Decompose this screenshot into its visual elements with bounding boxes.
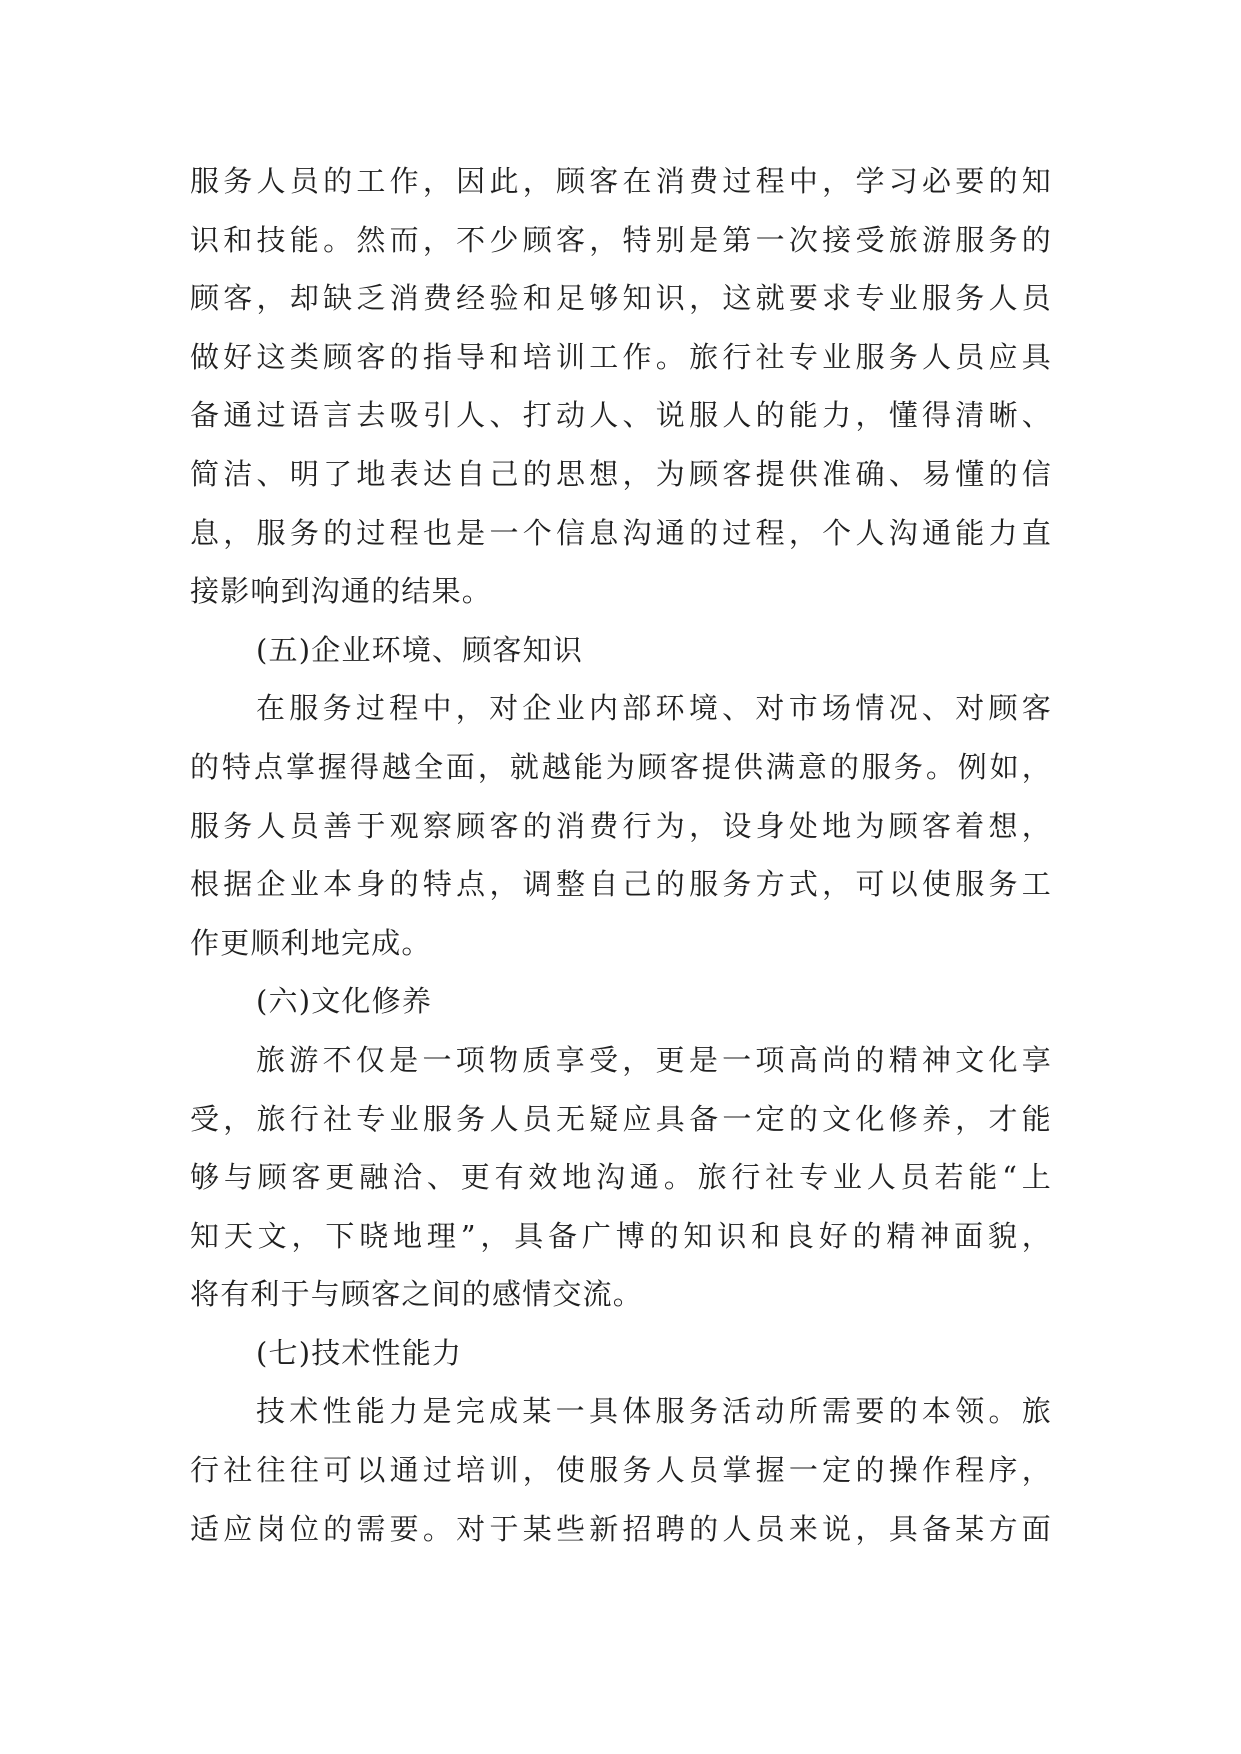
text-line: 作更顺利地完成。 xyxy=(190,925,432,960)
text-line: 的特点掌握得越全面，就越能为顾客提供满意的服务。例如， xyxy=(190,749,1052,784)
text-line: 根据企业本身的特点，调整自己的服务方式，可以使服务工 xyxy=(190,867,1052,902)
text-line: 接影响到沟通的结果。 xyxy=(190,574,493,609)
text-line: 知天文，下晓地理”，具备广博的知识和良好的精神面貌， xyxy=(190,1218,1052,1253)
text-line: 服务人员的工作，因此，顾客在消费过程中，学习必要的知 xyxy=(190,164,1052,198)
section-heading-6: (六)文化修养 xyxy=(256,984,433,1019)
text-line: 备通过语言去吸引人、打动人、说服人的能力，懂得清晰、 xyxy=(190,398,1052,433)
text-line: 做好这类顾客的指导和培训工作。旅行社专业服务人员应具 xyxy=(190,339,1052,374)
text-line: 在服务过程中，对企业内部环境、对市场情况、对顾客 xyxy=(256,691,1052,726)
text-line: 息，服务的过程也是一个信息沟通的过程，个人沟通能力直 xyxy=(190,515,1052,550)
text-line: 将有利于与顾客之间的感情交流。 xyxy=(190,1277,644,1312)
paragraph-enterprise-environment xyxy=(190,679,1052,972)
text-line: 服务人员善于观察顾客的消费行为，设身处地为顾客着想， xyxy=(190,808,1052,843)
paragraph-technical-ability xyxy=(190,1382,1052,1558)
text-line: 技术性能力是完成某一具体服务活动所需要的本领。旅 xyxy=(256,1394,1052,1429)
text-line: 行社往往可以通过培训，使服务人员掌握一定的操作程序， xyxy=(190,1453,1052,1488)
text-line: 顾客，却缺乏消费经验和足够知识，这就要求专业服务人员 xyxy=(190,281,1052,316)
text-line: 简洁、明了地表达自己的思想，为顾客提供准确、易懂的信 xyxy=(190,456,1052,491)
text-line: 适应岗位的需要。对于某些新招聘的人员来说，具备某方面 xyxy=(190,1511,1052,1546)
text-line: 识和技能。然而，不少顾客，特别是第一次接受旅游服务的 xyxy=(190,222,1052,257)
paragraph-cultural-cultivation xyxy=(190,1031,1052,1324)
text-line: 受，旅行社专业服务人员无疑应具备一定的文化修养，才能 xyxy=(190,1101,1052,1136)
document-body xyxy=(190,152,1052,1558)
paragraph-service-communication xyxy=(190,152,1052,621)
section-heading-5: (五)企业环境、顾客知识 xyxy=(256,632,584,667)
text-line: 旅游不仅是一项物质享受，更是一项高尚的精神文化享 xyxy=(256,1042,1052,1077)
section-heading-7: (七)技术性能力 xyxy=(256,1335,463,1370)
text-line: 够与顾客更融洽、更有效地沟通。旅行社专业人员若能“上 xyxy=(190,1160,1052,1195)
